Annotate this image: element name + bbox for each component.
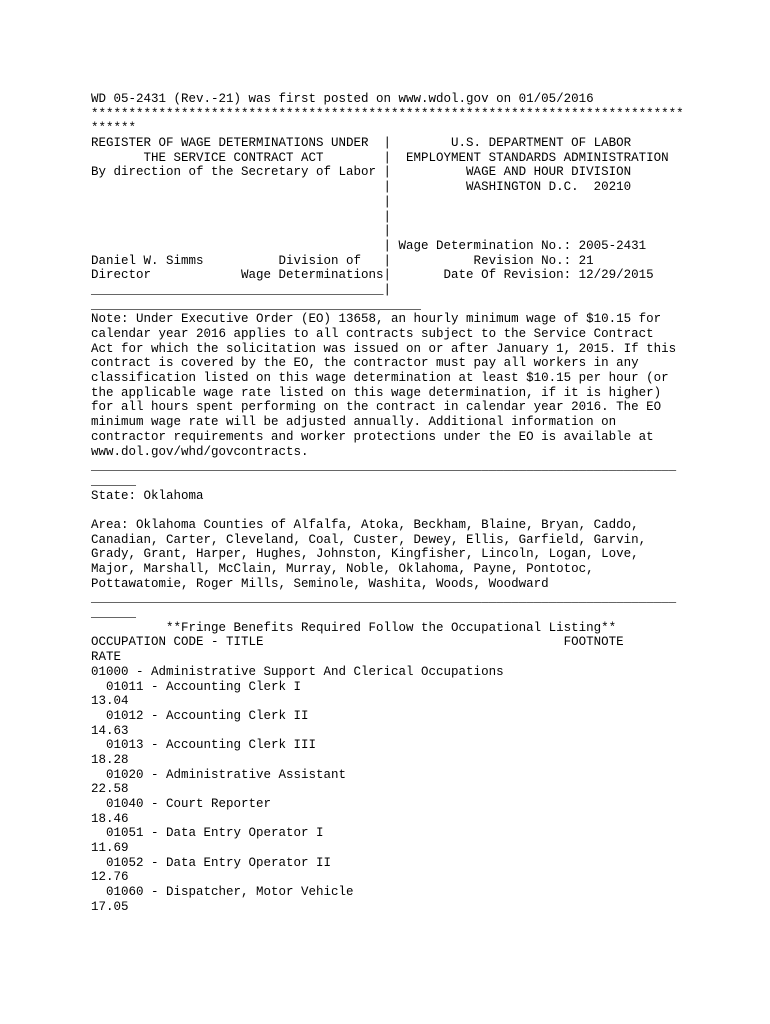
occupation-group: 01000 - Administrative Support And Clerical Occupations (91, 664, 504, 679)
section-separator-wrap: ______ (91, 606, 137, 621)
occupation-column-header: OCCUPATION CODE - TITLE FOOTNOTE (91, 635, 624, 650)
eo-note-line: the applicable wage rate listed on this wage determination, if it is higher) (91, 385, 662, 400)
eo-note-line: minimum wage rate will be adjusted annually. Additional information on (91, 415, 617, 430)
header-line: THE SERVICE CONTRACT ACT | EMPLOYMENT STANDARDS ADMINISTRATION (91, 150, 669, 165)
area-line: Canadian, Carter, Cleveland, Coal, Custer, Dewey, Ellis, Garfield, Garvin, (91, 532, 647, 547)
header-line: REGISTER OF WAGE DETERMINATIONS UNDER | U.S. DEPARTMENT OF LABOR (91, 136, 632, 151)
occupation-rate: 14.63 (91, 723, 129, 738)
occupation-rate: 11.69 (91, 841, 129, 856)
blank-line (91, 503, 691, 518)
header-line: | (91, 224, 392, 239)
header-line: By direction of the Secretary of Labor | WAGE AND HOUR DIVISION (91, 165, 632, 180)
fringe-benefits-heading: **Fringe Benefits Required Follow the Occupational Listing** (91, 620, 617, 635)
occupation-item: 01051 - Data Entry Operator I (91, 826, 324, 841)
occupation-item: 01040 - Court Reporter (91, 797, 272, 811)
occupation-rate: 18.28 (91, 752, 129, 767)
occupation-item: 01052 - Data Entry Operator II (91, 855, 332, 870)
header-underline: _______________________________________| (91, 282, 392, 297)
signatory-line: Director Wage Determinations| Date Of Revision: 12/29/2015 (91, 268, 654, 283)
rate-column-header: RATE (91, 650, 122, 665)
eo-note-line: Note: Under Executive Order (EO) 13658, an hourly minimum wage of $10.15 for (91, 312, 662, 327)
occupation-rate: 18.46 (91, 811, 129, 826)
area-line: Pottawatomie, Roger Mills, Seminole, Washita, Woods, Woodward (91, 576, 549, 591)
eo-note-line: for all hours spent performing on the contract in calendar year 2016. The EO (91, 400, 662, 415)
occupation-item: 01060 - Dispatcher, Motor Vehicle (91, 885, 354, 900)
signatory-line: Daniel W. Simms Division of | Revision No.: 21 (91, 253, 594, 268)
asterisk-separator-wrap: ****** (91, 121, 137, 136)
area-line: Area: Oklahoma Counties of Alfalfa, Atoka, Beckham, Blaine, Bryan, Caddo, (91, 517, 639, 532)
asterisk-separator: ******************************************************************************* (91, 106, 684, 121)
occupation-item: 01011 - Accounting Clerk I (91, 679, 302, 694)
eo-note-line: Act for which the solicitation was issued on or after January 1, 2015. If this (91, 341, 677, 356)
header-underline-2: ____________________________________________ (91, 297, 422, 312)
eo-note-link: www.dol.gov/whd/govcontracts. (91, 444, 309, 459)
state-line: State: Oklahoma (91, 488, 204, 503)
posting-line: WD 05-2431 (Rev.-21) was first posted on www.wdol.gov on 01/05/2016 (91, 92, 594, 106)
occupation-rate: 22.58 (91, 782, 129, 797)
occupation-item: 01013 - Accounting Clerk III (91, 738, 317, 753)
eo-note-line: calendar year 2016 applies to all contracts subject to the Service Contract (91, 327, 654, 341)
section-separator: ______________________________________________________________________________ (91, 459, 677, 474)
section-separator: ______________________________________________________________________________ (91, 591, 677, 606)
section-separator-wrap: ______ (91, 473, 137, 488)
wage-determination-number-line: | Wage Determination No.: 2005-2431 (91, 238, 647, 253)
wage-determination-document (91, 92, 691, 915)
area-line: Grady, Grant, Harper, Hughes, Johnston, Kingfisher, Lincoln, Logan, Love, (91, 547, 639, 562)
eo-note-line: classification listed on this wage determination at least $10.15 per hour (or (91, 371, 669, 386)
area-line: Major, Marshall, McClain, Murray, Noble, Oklahoma, Payne, Pontotoc, (91, 562, 594, 576)
eo-note-line: contractor requirements and worker protections under the EO is available at (91, 429, 654, 444)
header-line: | (91, 194, 392, 209)
occupation-rate: 12.76 (91, 870, 129, 885)
occupation-rate: 13.04 (91, 694, 129, 709)
eo-note-line: contract is covered by the EO, the contractor must pay all workers in any (91, 356, 639, 371)
occupation-item: 01012 - Accounting Clerk II (91, 708, 309, 723)
header-line: | (91, 209, 392, 224)
occupation-rate: 17.05 (91, 899, 129, 914)
occupation-item: 01020 - Administrative Assistant (91, 767, 347, 782)
header-line: | WASHINGTON D.C. 20210 (91, 180, 632, 195)
